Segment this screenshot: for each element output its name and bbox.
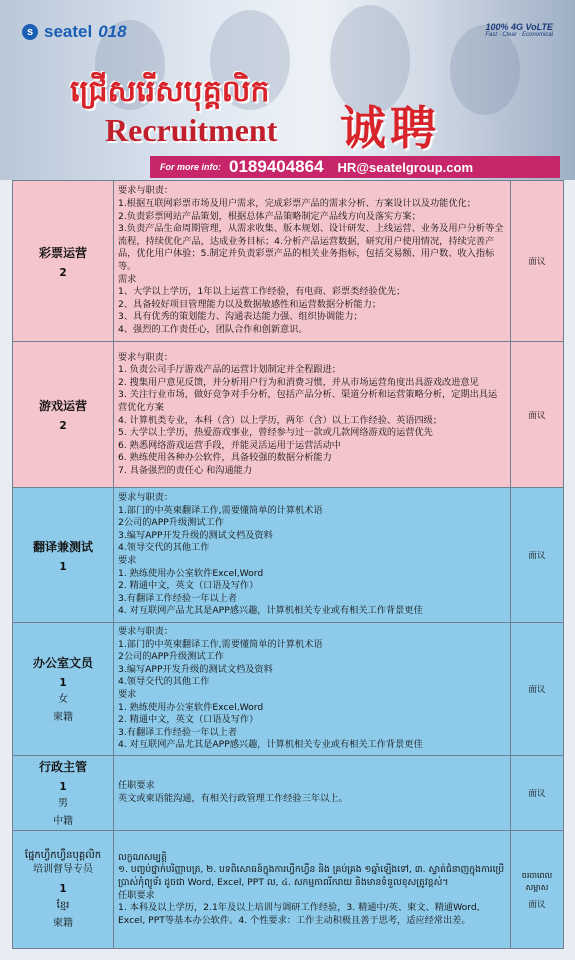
description-line: 2公司的APP升级测试工作 (118, 651, 224, 663)
job-requirement-tag: 中籍 (53, 815, 73, 827)
job-count: 1 (59, 882, 67, 895)
description-line: 1.部门的中英柬翻译工作,需要懂简单的计算机术语 (118, 638, 323, 650)
description-line: 3.编写APP开发升级的测试文档及资料 (118, 529, 273, 541)
background-person (450, 25, 520, 115)
volte-badge (485, 22, 553, 38)
description-line: 3、具有优秀的策划能力、沟通表达能力强、组织协调能力； (118, 311, 363, 323)
salary-value: 面议 (528, 789, 546, 799)
brand-name: seatel (44, 22, 93, 41)
salary-cell (511, 623, 564, 756)
job-count: 2 (59, 266, 67, 279)
salary-cell (511, 831, 564, 949)
job-title-secondary: 培训督导专员 (33, 863, 93, 875)
description-line: 4. 对互联网产品尤其是APP感兴趣，计算机相关专业或有相关工作背景更佳 (118, 605, 423, 617)
job-title-cell (13, 756, 114, 831)
description-line: 英文或柬语能沟通，有相关行政管理工作经验三年以上。 (118, 793, 348, 804)
job-row (13, 488, 564, 623)
contact-label: For more info: (160, 162, 221, 172)
job-requirement-tag: ខ្មែរ (56, 899, 70, 911)
description-line: 3. 关注行业市场，做好竞争对手分析，包括产品分析、渠道分析和运营策略分析，定期出具运营优化方案 (118, 389, 498, 413)
job-description (114, 342, 511, 488)
job-count: 1 (59, 560, 67, 573)
seatel-logo-icon: s (22, 24, 38, 40)
header-banner (0, 0, 575, 180)
job-row (13, 756, 564, 831)
description-line: 任职要求 (118, 780, 155, 792)
job-row (13, 831, 564, 949)
description-line: 2. 精通中文，英文（口语及写作） (118, 714, 259, 726)
description-line: 1、大学以上学历，1年以上运营工作经验，有电商、彩票类经验优先； (118, 286, 406, 298)
salary-cell (511, 181, 564, 342)
job-requirement-tag: 柬籍 (53, 711, 73, 723)
job-count: 1 (59, 780, 67, 793)
description-line: 6. 熟悉网络游戏运营手段，并能灵活运用于运营活动中 (118, 439, 341, 451)
salary-value: 面议 (528, 551, 546, 561)
job-requirement-tag: 男 (58, 797, 68, 809)
volte-sub-text: Fast · Clear · Economical (485, 32, 553, 38)
description-line: 5. 大学以上学历，热爱游戏事业，曾经参与过一款或几款网络游戏的运营优先 (118, 427, 433, 439)
contact-email[interactable]: HR@seatelgroup.com (337, 159, 474, 175)
description-line: 7. 具备强烈的责任心 和沟通能力 (118, 464, 253, 476)
description-line: 3.负责产品生命周期管理，从需求收集、版本规划、设计研发、上线运营、业务及用户分析等全流程，持续优化产品，达成业务目标；4.分析产品运营数据，研究用户使用情况，持续完善产品，优化用户体验；5.制定并负责彩票产品的相关业务指标，包括交易额、用户数、收入指标等。 (118, 223, 504, 272)
description-line: 4、强烈的工作责任心，团队合作和创新意识。 (118, 323, 308, 335)
job-title-cell (13, 181, 114, 342)
salary-cell (511, 488, 564, 623)
description-line: 4. 对互联网产品尤其是APP感兴趣，计算机相关专业或有相关工作背景更佳 (118, 739, 423, 751)
description-line: 1. 熟练使用办公室软件Excel,Word (118, 567, 264, 579)
description-line: 1.部门的中英柬翻译工作,需要懂简单的计算机术语 (118, 504, 323, 516)
job-requirement-tag: 女 (58, 693, 68, 705)
description-line: 1. 本科及以上学历，2.1年及以上培训与调研工作经验，3. 精通中/英、柬文、精通Word, Excel, PPT等基本办公软件。4. 个性要求：工作主动积极且善于思考，适应经常出差。 (118, 902, 480, 926)
job-description (114, 756, 511, 831)
job-title-cell (13, 342, 114, 488)
description-line: 2、具备较好项目管理能力以及数据敏感性和运营数据分析能力； (118, 298, 382, 310)
description-line: 要求与职责： (118, 492, 174, 504)
contact-phone[interactable]: 0189404864 (229, 157, 324, 176)
description-line: 4. 计算机类专业，本科（含）以上学历，两年（含）以上工作经验、英语四级； (118, 414, 443, 426)
job-title-cell (13, 831, 114, 949)
job-row (13, 342, 564, 488)
description-line: 3.编写APP开发升级的测试文档及资料 (118, 663, 273, 675)
job-title-cell (13, 623, 114, 756)
volte-main-text: 100% 4G VoLTE (485, 22, 553, 32)
job-description (114, 831, 511, 949)
title-khmer: ជ្រើសរើសបុគ្គលិក (70, 74, 270, 109)
job-description (114, 623, 511, 756)
job-title: ផ្នែកហ្វឹកហ្វឺនបុគ្គលិក (24, 849, 102, 861)
description-line: 2公司的APP升级测试工作 (118, 517, 224, 529)
description-line: ១. បញ្ចប់ថ្នាក់បរិញ្ញាបត្រ, ២. បទពិសោធន៍ក្នុងការហ្វឹកហ្វឺន និង គ្រប់គ្រង ១ឆ្នាំឡើងទៅ, ៣. ស្ទាត់ជំនាញក្នុងការប្រើប្រាស់កុំព្យូទ័រ ដូចជា Word, Excel, PPT ល, ៤. សកម្មភាពរីករាយ និងមានទំនួលខុសត្រូវខ្ពស់។ (118, 864, 505, 888)
description-line: លក្ខណសម្បត្តិ (118, 851, 167, 863)
job-row (13, 623, 564, 756)
description-line: 1. 负责公司手厅游戏产品的运营计划制定并全程跟进； (118, 364, 341, 376)
salary-cell (511, 342, 564, 488)
description-line: 6. 熟练使用各种办公软件，具备较强的数据分析能力 (118, 452, 332, 464)
job-title: 办公室文员 (32, 655, 93, 670)
job-table (12, 180, 564, 949)
job-title: 游戏运营 (38, 399, 87, 413)
salary-value: 面议 (528, 257, 546, 267)
salary-cell (511, 756, 564, 831)
salary-khmer: ចរចាពេលសម្ភាស (521, 870, 553, 892)
job-title-cell (13, 488, 114, 623)
job-title: 彩票运营 (38, 245, 87, 260)
description-line: 要求与职责： (118, 626, 174, 638)
job-description (114, 488, 511, 623)
description-line: 4.领导交代的其他工作 (118, 676, 210, 688)
job-count: 2 (59, 420, 67, 432)
job-title: 翻译兼测试 (32, 539, 93, 554)
salary-value: 面议 (528, 685, 546, 695)
description-line: 2. 搜集用户意见反馈，并分析用户行为和消费习惯，并从市场运营角度出具游戏改进意见 (118, 376, 479, 388)
description-line: 3.有翻译工作经验一年以上者 (118, 592, 238, 604)
description-line: 2.负责彩票网站产品策划，根据总体产品策略制定产品线方向及落实方案； (118, 210, 421, 222)
description-line: 2. 精通中文，英文（口语及写作） (118, 580, 259, 592)
title-english: Recruitment (105, 112, 278, 148)
salary-value: 面议 (528, 410, 546, 421)
description-line: 要求与职责： (118, 351, 174, 363)
brand-number: 018 (98, 22, 127, 41)
description-line: 需求 (118, 273, 137, 285)
job-requirement-tag: 柬籍 (53, 917, 73, 929)
job-title: 行政主管 (38, 759, 87, 774)
contact-bar (150, 156, 560, 178)
description-line: 任职要求 (118, 889, 155, 901)
description-line: 1.根据互联网彩票市场及用户需求，完成彩票产品的需求分析、方案设计以及功能优化； (118, 198, 476, 210)
description-line: 1. 熟练使用办公室软件Excel,Word (118, 701, 264, 713)
description-line: 4.领导交代的其他工作 (118, 542, 210, 554)
salary-value: 面议 (528, 899, 546, 910)
job-description (114, 181, 511, 342)
title-chinese: 诚聘 (340, 101, 440, 155)
brand-logo (22, 22, 127, 42)
job-count: 1 (59, 676, 67, 689)
description-line: 要求与职责： (118, 185, 174, 197)
job-row (13, 181, 564, 342)
description-line: 要求 (118, 689, 137, 700)
description-line: 3.有翻译工作经验一年以上者 (118, 726, 238, 738)
description-line: 要求 (118, 555, 137, 566)
